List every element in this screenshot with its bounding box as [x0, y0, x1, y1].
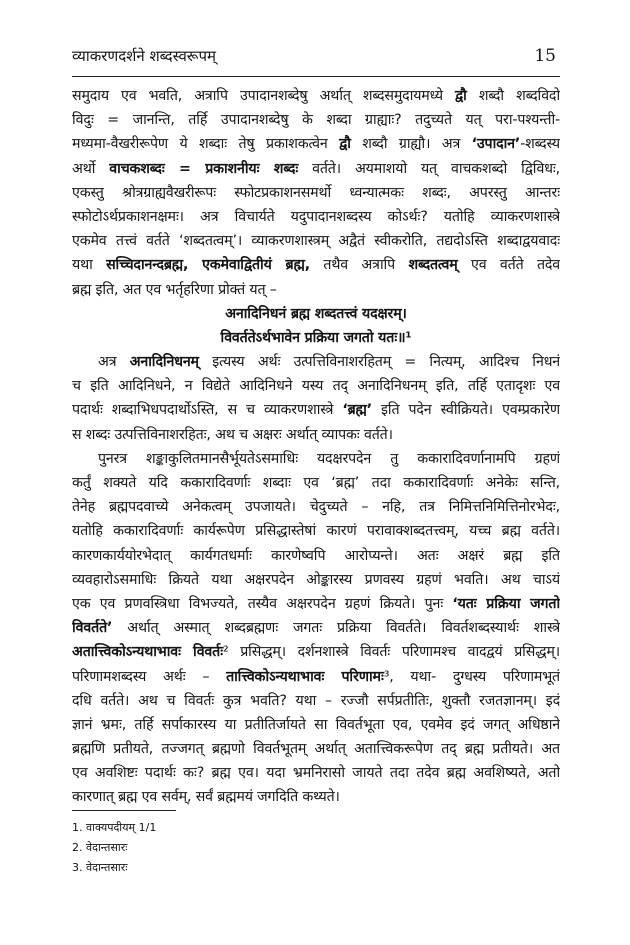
- text-line: [72, 157, 560, 181]
- text-run: शब्दौ शब्दविदो: [466, 88, 560, 104]
- bold-term: सच्चिदानन्दब्रह्म, एकमेवाद्वितीयं ब्रह्म,: [106, 257, 310, 274]
- text-line: [72, 84, 560, 108]
- text-line: [72, 737, 560, 761]
- footnote: 3. वेदान्तसारः: [72, 861, 128, 874]
- page-body: [72, 84, 560, 810]
- text-run: मध्यमा-वैखरीरूपेण ये शब्दाः तेषु प्रकाशकत्वेन: [72, 136, 340, 153]
- text-run: एव वर्तते तदेव: [457, 257, 560, 274]
- text-line: [72, 665, 560, 689]
- text-line: [72, 253, 560, 277]
- text-run: पदार्थः शब्दाभिधपदार्थोऽस्ति, स च व्याकरणशास्त्रे: [72, 402, 343, 419]
- text-line: [72, 713, 560, 737]
- running-header: [72, 44, 560, 68]
- text-line: [72, 471, 560, 495]
- text-run: तथैव अत्रापि: [309, 257, 409, 274]
- text-run: ³, यथा- दुग्धस्य परिणामभूतं: [383, 668, 560, 685]
- text-run: इत्यस्य अर्थः उत्पत्तिविनाशरहितम् = नित्यम्, आदिश्च निधनं: [198, 354, 560, 371]
- text-run: ब्रह्मणि प्रतीयते, तज्जगत् ब्रह्मणो विवर्तभूतम् अर्थात् अतात्त्विकरूपेण तद् ब्रह्म प्रतीयते। अत: [72, 741, 560, 758]
- text-run: कारणात् ब्रह्म एव सर्वम्, सर्वं ब्रह्ममयं जगदिति कथ्यते।: [72, 789, 340, 806]
- text-run: शब्दौ ग्राह्यौ। अत्र: [350, 136, 472, 153]
- bold-term: तात्त्विकोऽन्यथाभावः परिणामः: [226, 668, 384, 685]
- text-line: [72, 519, 560, 543]
- text-run: अर्थो: [72, 160, 110, 177]
- bold-term: अनादिनिधनम्: [129, 354, 199, 371]
- text-run: स शब्दः उत्पत्तिविनाशरहितः, अथ च अक्षरः अर्थात् व्यापकः वर्तते।: [72, 426, 393, 443]
- text-run: विवर्ततेऽर्थभावेन प्रक्रिया जगतो यतः॥¹: [220, 329, 412, 346]
- text-line: [72, 640, 560, 664]
- page-number: 15: [534, 46, 556, 66]
- text-run: अर्थात् अस्मात् शब्दब्रह्मणः जगतः प्रक्रिया विवर्तते। विवर्तशब्दस्यार्थः शास्त्रे: [112, 620, 560, 637]
- bold-term: द्वौ: [455, 88, 467, 104]
- verse-line: [72, 302, 560, 326]
- text-line: [72, 761, 560, 785]
- text-line: [72, 278, 560, 302]
- text-run: च इति आदिनिधने, न विद्येते आदिनिधने यस्य तद् अनादिनिधनम् इति, तर्हि एतादृशः एव: [72, 378, 560, 395]
- text-run: तेनेह ब्रह्मपदवाच्ये अनेकत्वम् उपजायते। चेदुच्यते – नहि, तत्र निमित्तनिमित्तिनोरभेदः,: [72, 499, 560, 516]
- text-run: वर्तते। अयमाशयो यत् वाचकशब्दो द्विविधः,: [298, 160, 560, 177]
- text-run: कारणकार्ययोरभेदात् कार्यगतधर्माः कारणेष्वपि आरोप्यन्ते। अतः अक्षरं ब्रह्म इति: [72, 547, 560, 564]
- text-run: ² प्रसिद्धम्। दर्शनशास्त्रे विवर्तः परिणामश्च वादद्वयं प्रसिद्धम्।: [222, 644, 560, 661]
- text-run: एव अवशिष्टः पदार्थः कः? ब्रह्म एव। यदा भ्रमनिरासो जायते तदा तदेव ब्रह्म अवशिष्यते, अतो: [72, 765, 560, 782]
- text-line: [72, 132, 560, 156]
- text-line: [72, 689, 560, 713]
- text-line: [72, 229, 560, 253]
- text-run: इति पदेन स्वीक्रियते। एवम्प्रकारेण: [372, 402, 560, 419]
- text-run: व्यवहारोऽसमाधिः क्रियते यथा अक्षरपदेन ओङ्कारस्य प्रणवस्य ग्रहणं भवति। अथ चाऽयं: [72, 571, 560, 588]
- text-run: -शब्दस्य: [520, 136, 560, 153]
- footnote-rule: [72, 810, 176, 811]
- bold-term: अतात्त्विकोऽन्यथाभावः विवर्तः: [72, 644, 223, 661]
- text-line: [72, 785, 560, 809]
- bold-term: वाचकशब्दः = प्रकाशनीयः शब्दः: [109, 160, 299, 177]
- bold-term: ‘यतः प्रक्रिया जगतो: [452, 595, 560, 612]
- footnote: 1. वाक्यपदीयम् 1/1: [72, 821, 157, 834]
- verse-line: [72, 326, 560, 350]
- bold-term: ‘ब्रह्म’: [342, 402, 372, 419]
- footnote: 2. वेदान्तसारः: [72, 841, 128, 854]
- text-run: अत्र: [98, 354, 130, 371]
- text-line: [72, 592, 560, 616]
- text-line: [72, 616, 560, 640]
- text-line: [72, 108, 560, 132]
- text-run: एक एव प्रणवस्त्रिधा विभज्यते, तस्यैव अक्षरपदेन ग्रहणं क्रियते। पुनः: [72, 595, 453, 612]
- bold-term: विवर्तते’: [72, 620, 113, 637]
- header-rule: [72, 76, 560, 77]
- text-run: एकस्तु श्रोत्रग्राह्यवैखरीरूपः स्फोटप्रकाशनसमर्थो ध्वन्यात्मकः शब्दः, अपरस्तु आन्तरः: [72, 184, 560, 201]
- text-run: विदुः = जानन्ति, तर्हि उपादानशब्देषु के शब्दा ग्राह्याः? तदुच्यते यत् परा-पश्यन्ती-: [72, 112, 560, 129]
- text-line: [72, 544, 560, 568]
- text-line: [72, 350, 560, 374]
- text-run: यथा: [72, 257, 107, 274]
- bold-term: शब्दतत्वम्: [408, 257, 458, 274]
- text-run: ब्रह्म इति, अत एव भर्तृहरिणा प्रोक्तं यत् –: [72, 281, 277, 298]
- text-run: परिणामशब्दस्य अर्थः –: [72, 668, 227, 685]
- bold-term: द्वौ: [339, 136, 351, 153]
- text-run: एकमेव तत्त्वं वर्तते ‘शब्दतत्वम्’। व्याकरणशास्त्रम् अद्वैतं स्वीकरोति, तद्यदोऽस्ति शब्दाद्वयवादः: [72, 233, 560, 250]
- text-run: अनादिनिधनं ब्रह्म शब्दतत्त्वं यदक्षरम्।: [225, 305, 407, 322]
- text-line: [72, 495, 560, 519]
- text-line: [72, 447, 560, 471]
- text-line: [72, 423, 560, 447]
- text-run: यतोहि ककारादिवर्णाः कार्यरूपेण प्रसिद्धास्तेषां कारणं परावाक्शब्दतत्त्वम्, यच्च ब्रह्म वर्तते।: [72, 523, 560, 540]
- footnotes: [72, 818, 372, 878]
- header-title: व्याकरणदर्शने शब्दस्वरूपम्: [72, 47, 216, 65]
- bold-term: ‘उपादान’: [471, 136, 521, 153]
- text-line: [72, 205, 560, 229]
- text-run: कर्तुं शक्यते यदि ककारादिवर्णाः शब्दाः एव ‘ब्रह्म’ तदा ककारादिवर्णाः अनेकेः सन्ति,: [72, 475, 560, 491]
- text-run: ज्ञानं भ्रमः, तर्हि सर्पाकारस्य या प्रतीतिर्जायते सा विवर्तभूता एव, एवमेव इदं जगत् अधिष्ठाने: [72, 716, 560, 733]
- text-line: [72, 181, 560, 205]
- text-run: पुनरत्र शङ्काकुलितमानसैर्भूयतेऽसमाधिः यदक्षरपदेन तु ककारादिवर्णानामपि ग्रहणं: [98, 450, 560, 467]
- text-line: [72, 568, 560, 592]
- text-line: [72, 398, 560, 422]
- text-run: दधि वर्तते। अथ च विवर्तः कुत्र भवति? यथा – रज्जौ सर्पप्रतीतिः, शुक्तौ रजतज्ञानम्। इदं: [72, 692, 560, 709]
- text-run: समुदाय एव भवति, अत्रापि उपादानशब्देषु अर्थात् शब्दसमुदायमध्ये: [72, 88, 456, 104]
- text-run: स्फोटोऽर्थप्रकाशनक्षमः। अत्र विचार्यते यदुपादानशब्दस्य कोऽर्थः? यतोहि व्याकरणशास्त्रे: [72, 208, 560, 225]
- text-line: [72, 374, 560, 398]
